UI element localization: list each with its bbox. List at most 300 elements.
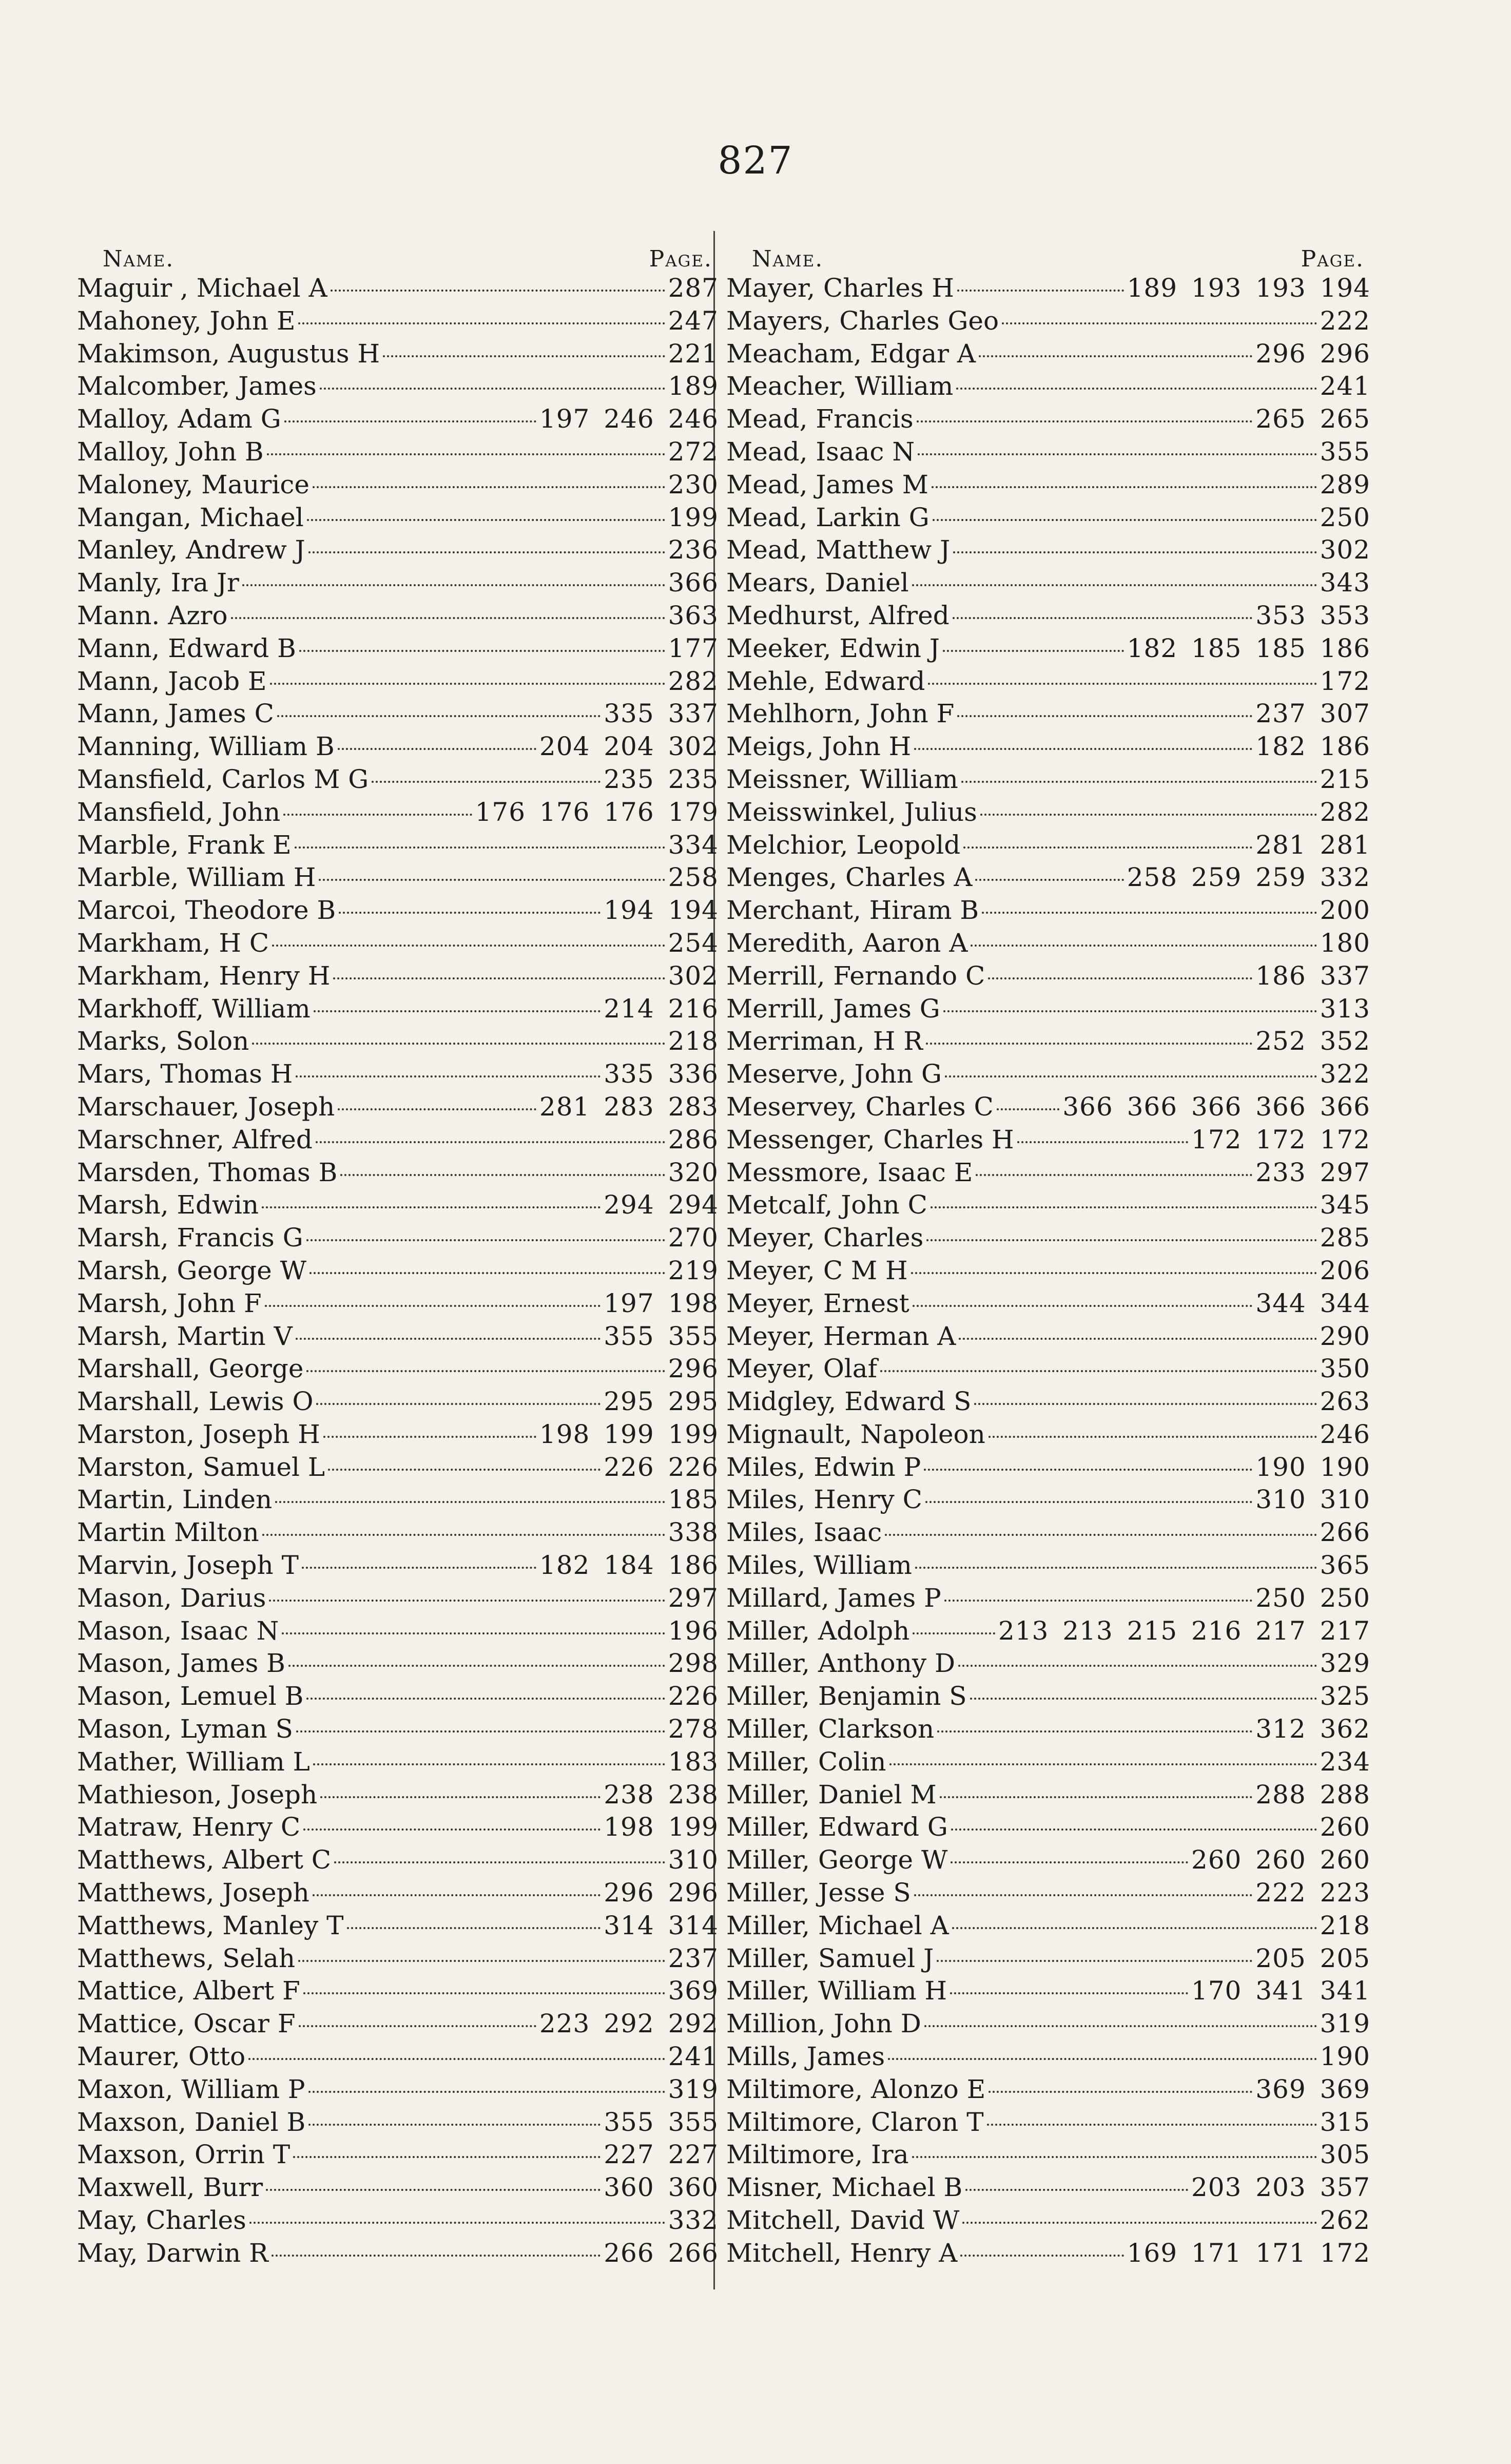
entry-pages: 350 <box>1320 1354 1370 1384</box>
entry-name: Miller, Daniel M <box>726 1779 937 1810</box>
entry-pages: 262 <box>1320 2205 1370 2236</box>
dot-leader <box>303 1828 600 1831</box>
index-entry <box>726 1124 1370 1157</box>
index-entry <box>726 436 1370 469</box>
dot-leader <box>979 355 1252 357</box>
index-entry <box>726 1091 1370 1124</box>
index-entry <box>726 1385 1370 1418</box>
entry-pages: 226 <box>668 1681 719 1711</box>
entry-pages: 227 227 <box>604 2140 719 2170</box>
index-entry <box>77 272 719 305</box>
entry-pages: 313 <box>1320 993 1370 1024</box>
index-entry <box>77 927 719 960</box>
entry-name: Mignault, Napoleon <box>726 1419 985 1449</box>
entry-pages: 176 176 176 179 <box>475 797 719 827</box>
entry-name: Miles, Isaac <box>726 1517 882 1548</box>
entry-name: Mehle, Edward <box>726 666 925 696</box>
entry-name: Meservey, Charles C <box>726 1091 994 1122</box>
dot-leader <box>383 355 665 357</box>
right-column-header <box>726 226 1370 272</box>
entry-pages: 278 <box>668 1714 719 1744</box>
index-entry <box>726 1811 1370 1844</box>
dot-leader <box>295 846 665 849</box>
dot-leader <box>288 1665 665 1667</box>
entry-pages: 180 <box>1320 928 1370 958</box>
index-entry <box>77 632 719 665</box>
dot-leader <box>347 1927 601 1929</box>
index-entry <box>77 796 719 829</box>
entry-pages: 319 <box>668 2074 719 2104</box>
entry-name: Miller, Michael A <box>726 1910 949 1940</box>
dot-leader <box>982 912 1316 914</box>
entry-pages: 338 <box>668 1517 719 1548</box>
entry-name: Meserve, John G <box>726 1059 942 1089</box>
dot-leader <box>313 486 665 488</box>
index-entry <box>726 730 1370 763</box>
entry-pages: 366 366 366 366 366 <box>1062 1091 1370 1122</box>
index-entry <box>726 1942 1370 1975</box>
entry-pages: 198 199 199 <box>539 1419 719 1449</box>
entry-pages: 218 <box>668 1026 719 1056</box>
index-entry <box>726 1713 1370 1746</box>
index-entry <box>726 698 1370 730</box>
entry-pages: 241 <box>1320 371 1370 401</box>
dot-leader <box>944 1600 1253 1602</box>
index-entry <box>726 469 1370 502</box>
dot-leader <box>962 2222 1316 2224</box>
entry-pages: 234 <box>1320 1746 1370 1777</box>
index-entry <box>726 960 1370 993</box>
entry-pages: 204 204 302 <box>539 732 719 762</box>
index-entry <box>726 1910 1370 1942</box>
dot-leader <box>957 290 1124 292</box>
entry-pages: 360 360 <box>604 2172 719 2203</box>
index-entry <box>77 370 719 403</box>
dot-leader <box>951 1861 1188 1863</box>
index-entry <box>77 1746 719 1779</box>
entry-pages: 185 <box>668 1485 719 1515</box>
entry-name: Miller, Benjamin S <box>726 1681 967 1711</box>
dot-leader <box>266 2189 600 2191</box>
dot-leader <box>296 1338 600 1340</box>
entry-name: Mather, William L <box>77 1746 310 1777</box>
entry-pages: 281 281 <box>1255 830 1370 860</box>
entry-name: Markham, Henry H <box>77 960 331 991</box>
index-entry <box>726 1975 1370 2008</box>
index-entry <box>726 1549 1370 1582</box>
entry-pages: 270 <box>668 1223 719 1253</box>
entry-name: Marsh, John F <box>77 1288 262 1318</box>
index-entry <box>77 1910 719 1942</box>
index-entry <box>77 2008 719 2040</box>
index-entry <box>77 730 719 763</box>
entry-name: Merrill, Fernando C <box>726 960 985 991</box>
entry-name: Mason, Darius <box>77 1583 266 1613</box>
dot-leader <box>313 1763 665 1765</box>
entry-name: Malloy, Adam G <box>77 404 281 434</box>
entry-pages: 335 336 <box>604 1059 719 1089</box>
index-entry <box>726 1516 1370 1549</box>
dot-leader <box>313 1894 600 1896</box>
entry-name: Matraw, Henry C <box>77 1812 301 1842</box>
entry-pages: 183 <box>668 1746 719 1777</box>
entry-pages: 353 353 <box>1255 600 1370 630</box>
index-entry <box>77 2139 719 2171</box>
dot-leader <box>960 2255 1123 2257</box>
dot-leader <box>945 1075 1317 1077</box>
entry-name: Mehlhorn, John F <box>726 699 955 729</box>
entry-name: Meyer, Herman A <box>726 1321 956 1351</box>
entry-pages: 247 <box>668 305 719 336</box>
index-entry <box>726 502 1370 534</box>
index-entry <box>726 632 1370 665</box>
entry-pages: 236 <box>668 535 719 565</box>
dot-leader <box>988 977 1252 979</box>
entry-pages: 197 246 246 <box>539 404 719 434</box>
entry-name: Mead, James M <box>726 469 928 499</box>
index-entry <box>726 829 1370 862</box>
entry-pages: 325 <box>1320 1681 1370 1711</box>
entry-pages: 190 190 <box>1255 1452 1370 1482</box>
index-entry <box>77 1615 719 1648</box>
entry-pages: 230 <box>668 469 719 499</box>
dot-leader <box>961 781 1317 783</box>
entry-pages: 355 355 <box>604 2107 719 2137</box>
entry-pages: 366 <box>668 568 719 598</box>
dot-leader <box>299 650 665 652</box>
entry-pages: 298 <box>668 1648 719 1679</box>
index-entry <box>726 403 1370 436</box>
index-entry <box>726 665 1370 698</box>
dot-leader <box>885 1534 1316 1536</box>
dot-leader <box>309 1272 665 1274</box>
entry-name: Marble, Frank E <box>77 830 292 860</box>
entry-name: Maloney, Maurice <box>77 469 309 499</box>
entry-name: Millard, James P <box>726 1583 941 1613</box>
entry-name: Marvin, Joseph T <box>77 1550 299 1581</box>
entry-name: Meyer, Olaf <box>726 1354 878 1384</box>
entry-name: Miltimore, Alonzo E <box>726 2074 986 2104</box>
entry-name: Mason, James B <box>77 1648 285 1679</box>
entry-pages: 254 <box>668 928 719 958</box>
entry-pages: 363 <box>668 600 719 630</box>
index-entry <box>77 1091 719 1124</box>
dot-leader <box>958 1665 1316 1667</box>
dot-leader <box>926 1043 1252 1045</box>
entry-pages: 189 193 193 194 <box>1127 273 1370 303</box>
entry-pages: 218 <box>1320 1910 1370 1940</box>
entry-pages: 169 171 171 172 <box>1127 2238 1370 2268</box>
entry-name: Midgley, Edward S <box>726 1387 972 1417</box>
entry-name: Marschauer, Joseph <box>77 1091 335 1122</box>
entry-pages: 319 <box>1320 2009 1370 2039</box>
entry-name: Matthews, Selah <box>77 1943 296 1973</box>
entry-name: Maguir , Michael A <box>77 273 327 303</box>
index-entry <box>77 502 719 534</box>
entry-name: Merrill, James G <box>726 993 940 1024</box>
index-entry <box>77 1058 719 1091</box>
dot-leader <box>943 1010 1317 1012</box>
entry-name: Mars, Thomas H <box>77 1059 293 1089</box>
entry-pages: 285 <box>1320 1223 1370 1253</box>
dot-leader <box>262 1206 600 1208</box>
entry-pages: 237 307 <box>1255 699 1370 729</box>
index-entry <box>726 338 1370 371</box>
entry-pages: 310 310 <box>1255 1485 1370 1515</box>
entry-pages: 194 194 <box>604 895 719 926</box>
dot-leader <box>989 1436 1317 1438</box>
dot-leader <box>272 2255 601 2257</box>
entry-name: May, Charles <box>77 2205 246 2236</box>
entry-pages: 172 172 172 <box>1191 1124 1370 1154</box>
entry-name: Miller, Adolph <box>726 1615 910 1646</box>
dot-leader <box>989 2091 1252 2093</box>
dot-leader <box>372 781 600 783</box>
dot-leader <box>970 1698 1317 1700</box>
dot-leader <box>331 290 665 292</box>
entry-name: Misner, Michael B <box>726 2172 963 2203</box>
dot-leader <box>275 1501 665 1503</box>
entry-name: Marschner, Alfred <box>77 1124 313 1154</box>
entry-name: Markham, H C <box>77 928 269 958</box>
index-entry <box>77 534 719 567</box>
entry-name: Mead, Matthew J <box>726 535 951 565</box>
index-entry <box>77 305 719 338</box>
dot-leader <box>987 2124 1317 2126</box>
entry-pages: 252 352 <box>1255 1026 1370 1056</box>
index-entry <box>77 2040 719 2073</box>
entry-name: Meyer, C M H <box>726 1255 908 1285</box>
entry-name: Maxwell, Burr <box>77 2172 263 2203</box>
entry-pages: 196 <box>668 1615 719 1646</box>
dot-leader <box>997 1108 1060 1110</box>
entry-pages: 322 <box>1320 1059 1370 1089</box>
dot-leader <box>924 2025 1317 2027</box>
entry-pages: 223 292 292 <box>539 2009 719 2039</box>
dot-leader <box>269 1600 665 1602</box>
dot-leader <box>316 1403 600 1405</box>
index-entry <box>726 763 1370 796</box>
dot-leader <box>925 1501 1252 1503</box>
dot-leader <box>319 879 665 881</box>
index-entry <box>726 1189 1370 1222</box>
index-entry <box>77 1975 719 2008</box>
dot-leader <box>953 617 1252 619</box>
entry-name: Merriman, H R <box>726 1026 923 1056</box>
entry-name: Miles, Edwin P <box>726 1452 921 1482</box>
entry-pages: 302 <box>668 960 719 991</box>
entry-pages: 296 <box>668 1354 719 1384</box>
index-entry <box>77 993 719 1026</box>
entry-pages: 235 235 <box>604 764 719 794</box>
entry-pages: 296 296 <box>604 1878 719 1908</box>
entry-name: Mann, James C <box>77 699 274 729</box>
entry-pages: 314 314 <box>604 1910 719 1940</box>
entry-name: Marsh, Edwin <box>77 1190 259 1220</box>
index-entry <box>77 1549 719 1582</box>
entry-name: Mansfield, John <box>77 797 281 827</box>
index-entry <box>726 1680 1370 1713</box>
dot-leader <box>242 584 665 586</box>
entry-name: Mason, Lyman S <box>77 1714 293 1744</box>
index-entry <box>77 1582 719 1615</box>
index-entry <box>726 1255 1370 1287</box>
entry-name: Miller, Edward G <box>726 1812 948 1842</box>
index-entry <box>726 2008 1370 2040</box>
dot-leader <box>937 1730 1252 1732</box>
entry-name: Mears, Daniel <box>726 568 909 598</box>
name-header: Name. <box>752 246 824 272</box>
entry-pages: 329 <box>1320 1648 1370 1679</box>
dot-leader <box>914 748 1252 750</box>
entry-name: Marks, Solon <box>77 1026 249 1056</box>
entry-name: Miller, Samuel J <box>726 1943 934 1973</box>
entry-pages: 290 <box>1320 1321 1370 1351</box>
dot-leader <box>913 1632 995 1634</box>
entry-name: Maxson, Daniel B <box>77 2107 306 2137</box>
dot-leader <box>333 977 665 979</box>
entry-pages: 172 <box>1320 666 1370 696</box>
dot-leader <box>911 1272 1317 1274</box>
entry-pages: 369 <box>668 1976 719 2006</box>
entry-name: Melchior, Leopold <box>726 830 961 860</box>
entry-pages: 282 <box>1320 797 1370 827</box>
index-entry <box>726 2204 1370 2237</box>
entry-name: Mead, Isaac N <box>726 436 915 467</box>
dot-leader <box>951 1828 1317 1831</box>
dot-leader <box>912 584 1317 586</box>
dot-leader <box>314 1010 600 1012</box>
dot-leader <box>306 1239 665 1241</box>
dot-leader <box>308 551 665 553</box>
dot-leader <box>265 1305 601 1307</box>
entry-name: Malcomber, James <box>77 371 317 401</box>
entry-pages: 206 <box>1320 1255 1370 1285</box>
index-entry <box>77 1025 719 1058</box>
entry-name: Messmore, Isaac E <box>726 1157 973 1187</box>
entry-pages: 281 283 283 <box>539 1091 719 1122</box>
entry-name: Matthews, Joseph <box>77 1878 309 1908</box>
entry-pages: 295 295 <box>604 1387 719 1417</box>
entry-pages: 177 <box>668 633 719 663</box>
entry-name: Miltimore, Claron T <box>726 2107 984 2137</box>
entry-name: Martin Milton <box>77 1517 259 1548</box>
dot-leader <box>262 1534 665 1536</box>
dot-leader <box>952 1927 1317 1929</box>
page-header: Page. <box>649 246 712 272</box>
entry-pages: 233 297 <box>1255 1157 1370 1187</box>
dot-leader <box>303 1992 665 1994</box>
index-entry <box>77 763 719 796</box>
entry-pages: 182 186 <box>1255 732 1370 762</box>
dot-leader <box>912 2156 1317 2158</box>
entry-name: Marshall, George <box>77 1354 304 1384</box>
dot-leader <box>940 1796 1253 1798</box>
dot-leader <box>974 1403 1316 1405</box>
dot-leader <box>928 683 1316 685</box>
index-entry <box>77 698 719 730</box>
entry-pages: 263 <box>1320 1387 1370 1417</box>
index-entry <box>77 600 719 632</box>
dot-leader <box>339 912 600 914</box>
entry-pages: 315 <box>1320 2107 1370 2137</box>
dot-leader <box>932 486 1317 488</box>
entry-name: Miltimore, Ira <box>726 2140 909 2170</box>
dot-leader <box>926 1239 1316 1241</box>
entry-name: Mattice, Oscar F <box>77 2009 296 2039</box>
index-entry <box>726 1287 1370 1320</box>
index-entry <box>77 960 719 993</box>
dot-leader <box>915 1567 1317 1569</box>
entry-name: Meisswinkel, Julius <box>726 797 977 827</box>
entry-pages: 222 223 <box>1255 1878 1370 1908</box>
dot-leader <box>306 1698 665 1700</box>
entry-pages: 365 <box>1320 1550 1370 1581</box>
entry-name: Mattice, Albert F <box>77 1976 300 2006</box>
entry-pages: 265 265 <box>1255 404 1370 434</box>
index-entry <box>77 1779 719 1812</box>
index-entry <box>77 1451 719 1484</box>
index-entry <box>726 1844 1370 1877</box>
entry-pages: 199 <box>668 502 719 532</box>
entry-pages: 219 <box>668 1255 719 1285</box>
entry-pages: 258 <box>668 862 719 893</box>
entry-pages: 250 250 <box>1255 1583 1370 1613</box>
dot-leader <box>918 453 1316 455</box>
entry-name: Million, John D <box>726 2009 921 2039</box>
index-entry <box>77 2073 719 2106</box>
index-entry <box>726 1320 1370 1353</box>
entry-pages: 205 205 <box>1255 1943 1370 1973</box>
entry-pages: 237 <box>668 1943 719 1973</box>
entry-name: Mayer, Charles H <box>726 273 954 303</box>
index-entry <box>77 2171 719 2204</box>
index-entry <box>726 370 1370 403</box>
index-entry <box>726 1353 1370 1385</box>
index-entry <box>77 1222 719 1255</box>
index-entry <box>77 1124 719 1157</box>
entry-name: Marston, Joseph H <box>77 1419 320 1449</box>
entry-pages: 241 <box>668 2042 719 2072</box>
index-entry <box>726 1779 1370 1812</box>
dot-leader <box>296 1075 600 1077</box>
page-header: Page. <box>1301 246 1364 272</box>
index-entry <box>77 338 719 371</box>
entry-name: Meyer, Ernest <box>726 1288 909 1318</box>
index-entry <box>726 927 1370 960</box>
index-entry <box>77 1811 719 1844</box>
index-entry <box>726 1647 1370 1680</box>
index-entry <box>726 861 1370 894</box>
entry-name: Marston, Samuel L <box>77 1452 325 1482</box>
entry-name: Mahoney, John E <box>77 305 296 336</box>
entry-name: Meredith, Aaron A <box>726 928 968 958</box>
dot-leader <box>284 420 536 422</box>
index-entry <box>726 1058 1370 1091</box>
entry-pages: 287 <box>668 273 719 303</box>
entry-name: Meissner, William <box>726 764 958 794</box>
entry-pages: 214 216 <box>604 993 719 1024</box>
entry-pages: 320 <box>668 1157 719 1187</box>
dot-leader <box>950 1992 1188 1994</box>
index-entry <box>77 1516 719 1549</box>
entry-name: Menges, Charles A <box>726 862 973 893</box>
entry-name: Mead, Francis <box>726 404 914 434</box>
right-column <box>726 226 1370 2270</box>
dot-leader <box>334 1861 665 1863</box>
entry-name: Marsh, Martin V <box>77 1321 293 1351</box>
dot-leader <box>249 2222 665 2224</box>
